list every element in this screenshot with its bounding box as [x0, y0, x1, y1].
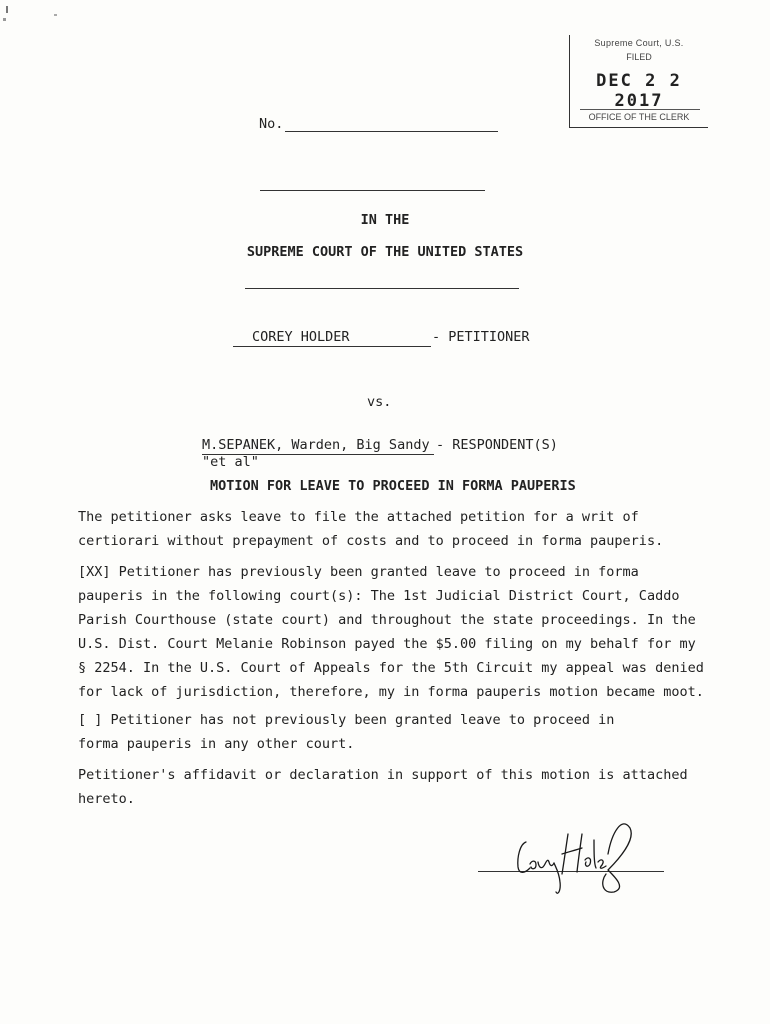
case-number-line	[285, 131, 498, 132]
paragraph-request	[78, 505, 678, 553]
paragraph-line: § 2254. In the U.S. Court of Appeals for the 5th Circuit my appeal was denied	[78, 660, 704, 676]
petitioner-line	[233, 346, 431, 347]
case-number-label: No.	[259, 116, 284, 132]
paragraph-affidavit	[78, 763, 688, 811]
stamp-court: Supreme Court, U.S.	[594, 38, 684, 48]
paragraph-line: [ ] Petitioner has not previously been granted leave to proceed in	[78, 712, 615, 728]
paragraph-line: certiorari without prepayment of costs and to proceed in forma pauperis.	[78, 533, 664, 549]
motion-title: MOTION FOR LEAVE TO PROCEED IN FORMA PAUPERIS	[210, 478, 576, 494]
stamp-office: OFFICE OF THE CLERK	[588, 112, 690, 122]
scan-speck	[3, 18, 6, 21]
respondent-role: - RESPONDENT(S)	[436, 437, 558, 453]
stamp-filed: FILED	[626, 52, 652, 62]
filed-stamp	[569, 35, 708, 128]
petitioner-role: - PETITIONER	[432, 329, 530, 345]
in-the-heading: IN THE	[360, 212, 410, 228]
paragraph-line: The petitioner asks leave to file the attached petition for a writ of	[78, 509, 639, 525]
paragraph-line: hereto.	[78, 791, 135, 807]
paragraph-line: pauperis in the following court(s): The 1st Judicial District Court, Caddo	[78, 588, 680, 604]
petitioner-name: COREY HOLDER	[252, 329, 350, 345]
paragraph-line: Parish Courthouse (state court) and throughout the state proceedings. In the	[78, 612, 696, 628]
paragraph-previous-leave	[78, 560, 704, 704]
paragraph-not-previously	[78, 708, 678, 756]
signature-image	[490, 812, 650, 897]
scan-speck	[6, 6, 8, 13]
court-name-heading: SUPREME COURT OF THE UNITED STATES	[246, 244, 524, 260]
stamp-date: DEC 2 2 2017	[596, 71, 682, 111]
stamp-rule	[580, 109, 700, 110]
respondent-name: M.SEPANEK, Warden, Big Sandy	[202, 437, 430, 453]
heading-rule-bottom	[245, 288, 519, 289]
scan-speck	[54, 14, 57, 16]
paragraph-line: forma pauperis in any other court.	[78, 736, 355, 752]
heading-rule-top	[260, 190, 485, 191]
paragraph-line: for lack of jurisdiction, therefore, my in forma pauperis motion became moot.	[78, 684, 704, 700]
paragraph-line: Petitioner's affidavit or declaration in support of this motion is attached	[78, 767, 688, 783]
paragraph-line: U.S. Dist. Court Melanie Robinson payed the $5.00 filing on my behalf for my	[78, 636, 696, 652]
paragraph-line: [XX] Petitioner has previously been granted leave to proceed in forma	[78, 564, 639, 580]
versus-label: vs.	[367, 394, 392, 410]
et-al-text: "et al"	[202, 454, 259, 470]
